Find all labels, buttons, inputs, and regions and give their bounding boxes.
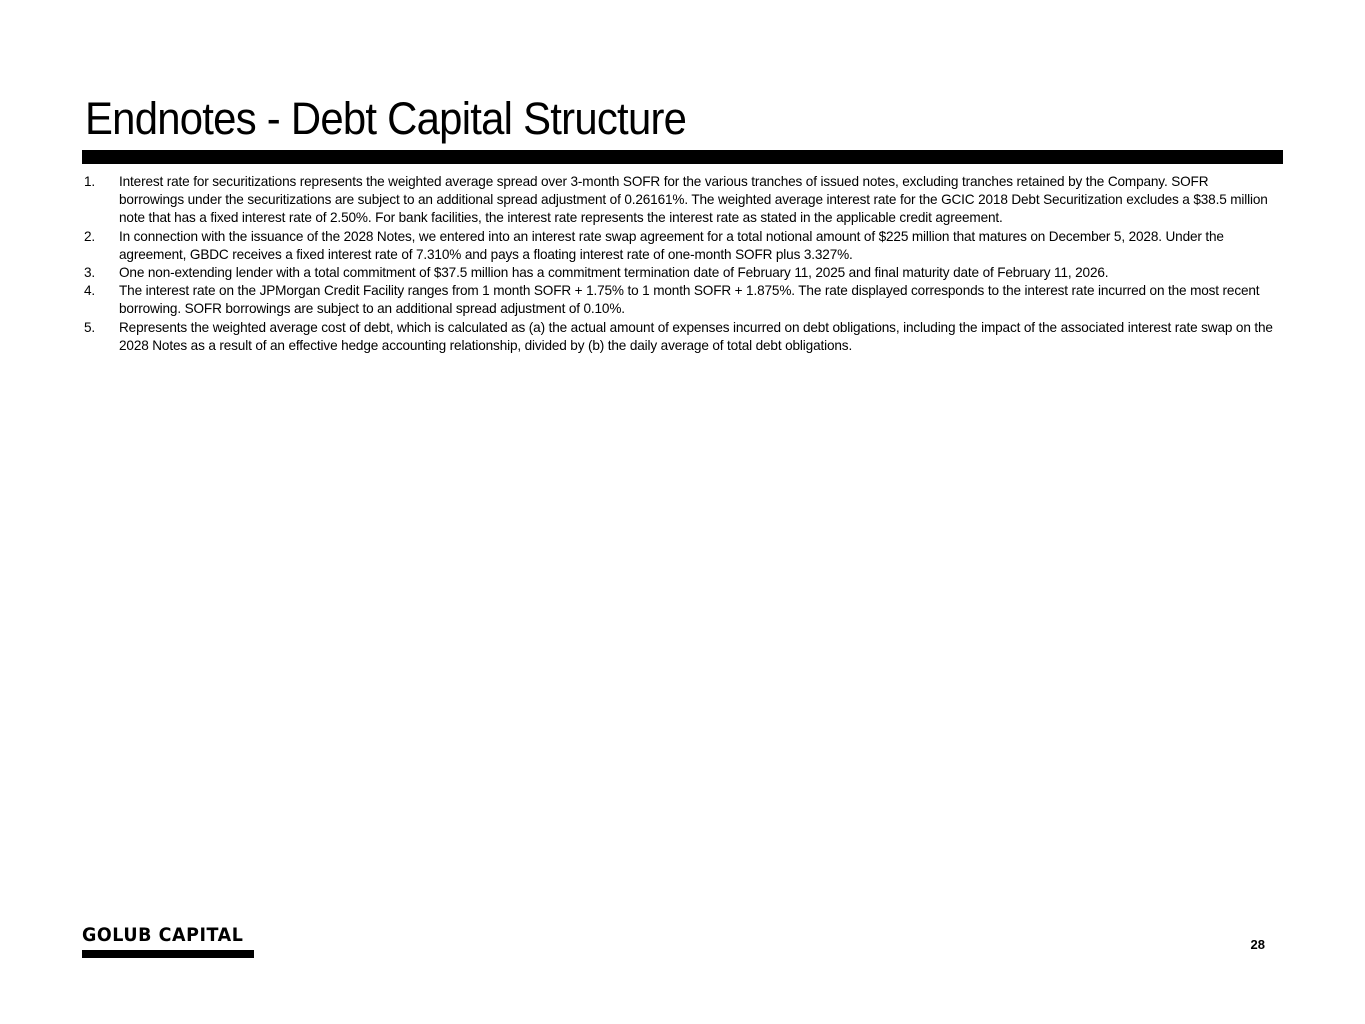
endnote-item — [82, 173, 1274, 228]
endnote-item — [82, 319, 1274, 355]
endnote-item — [82, 282, 1274, 318]
title-divider — [82, 150, 1283, 164]
endnote-text: One non-extending lender with a total commitment of $37.5 million has a commitment termination date of February 11, 2025 and final maturity date of February 11, 2026. — [119, 265, 1109, 281]
endnote-text: The interest rate on the JPMorgan Credit Facility ranges from 1 month SOFR + 1.75% to 1 month SOFR + 1.875%. The rate displayed corresponds to the interest rate incurred on the most recent borrowing. SOFR borrowings are subject to an additional spread adjustment of 0.10%. — [119, 283, 1260, 317]
endnote-number: 1. — [84, 174, 96, 189]
page-number: 28 — [1250, 937, 1265, 952]
endnote-item — [82, 228, 1274, 264]
logo-wordmark: GOLUB CAPITAL — [82, 924, 244, 946]
endnote-text: Interest rate for securitizations represents the weighted average spread over 3-month SOFR for the various tranches of issued notes, excluding tranches retained by the Company. SOFR borrowings under the securitizations are subject to an additional spread adjustment of 0.26161%. The weighted average interest rate for the GCIC 2018 Debt Securitization excludes a $38.5 million note that has a fixed interest rate of 2.50%. For bank facilities, the interest rate represents the interest rate as stated in the applicable credit agreement. — [119, 174, 1268, 226]
endnotes-list — [82, 173, 1274, 355]
golub-capital-logo — [82, 924, 256, 958]
endnote-item — [82, 264, 1274, 282]
endnote-number: 2. — [84, 228, 96, 244]
endnote-number: 3. — [84, 265, 96, 281]
endnote-text: In connection with the issuance of the 2028 Notes, we entered into an interest rate swap agreement for a total notional amount of $225 million that matures on December 5, 2028. Under the agreement, GBDC receives a fixed interest rate of 7.310% and pays a floating interest rate of one-month SOFR plus 3.327%. — [119, 228, 1224, 262]
endnote-number: 5. — [84, 319, 96, 335]
endnote-text: Represents the weighted average cost of debt, which is calculated as (a) the actual amount of expenses incurred on debt obligations, including the impact of the associated interest rate swap on the 2028 Notes as a result of an effective hedge accounting relationship, divided by (b) the daily average of total debt obligations. — [119, 319, 1273, 353]
page-title: Endnotes - Debt Capital Structure — [85, 93, 687, 144]
endnote-number: 4. — [84, 283, 96, 299]
logo-underline-bar — [82, 950, 254, 958]
